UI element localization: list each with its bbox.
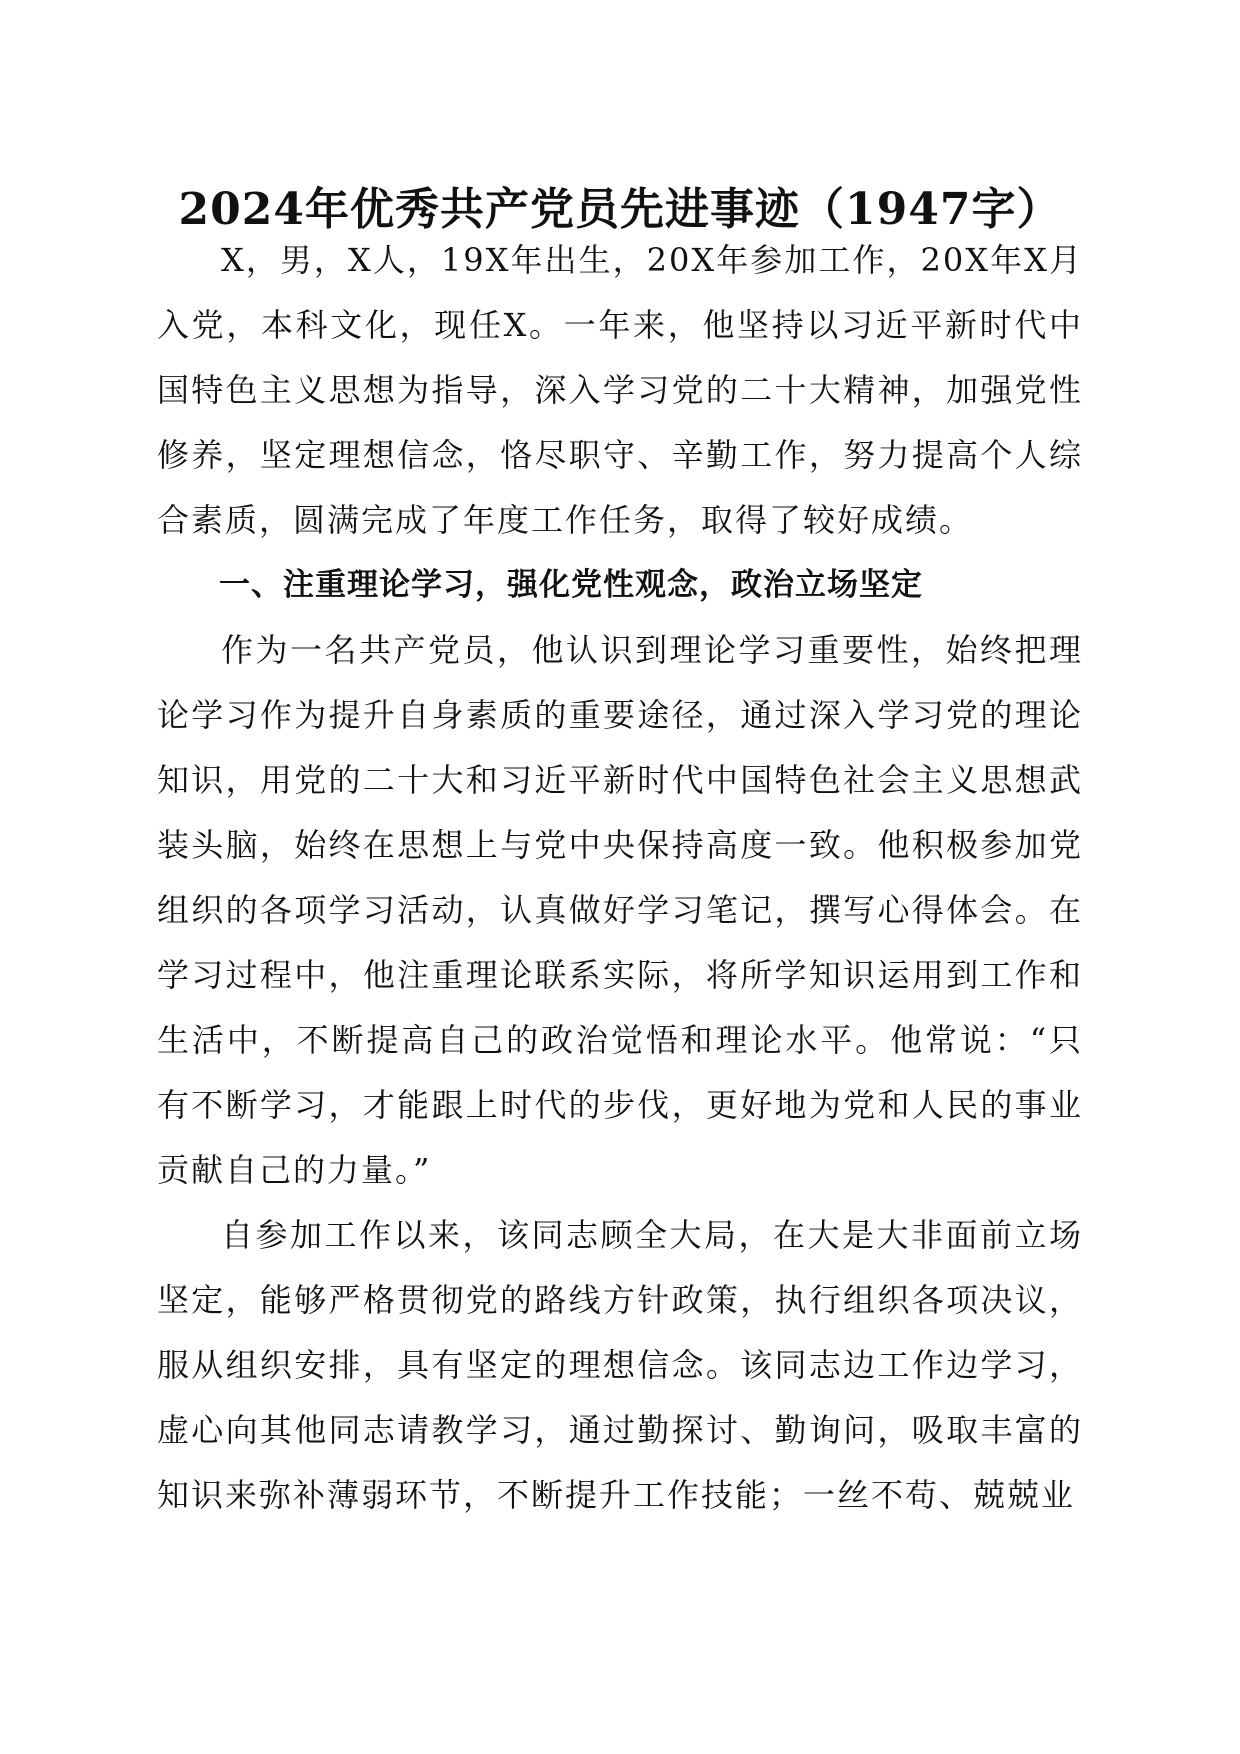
body-paragraph: 自参加工作以来，该同志顾全大局，在大是大非面前立场坚定，能够严格贯彻党的路线方针政策，执行组织各项决议，服从组织安排，具有坚定的理想信念。该同志边工作边学习，虚心向其他同志请教学习，通过勤探讨、勤询问，吸取丰富的知识来弥补薄弱环节，不断提升工作技能；一丝不苟、兢兢业 — [157, 1216, 1083, 1514]
document-body — [157, 228, 1083, 1528]
body-paragraph: 作为一名共产党员，他认识到理论学习重要性，始终把理论学习作为提升自身素质的重要途径，通过深入学习党的理论知识，用党的二十大和习近平新时代中国特色社会主义思想武装头脑，始终在思想上与党中央保持高度一致。他积极参加党组织的各项学习活动，认真做好学习笔记，撰写心得体会。在学习过程中，他注重理论联系实际，将所学知识运用到工作和生活中，不断提高自己的政治觉悟和理论水平。他常说：“只有不断学习，才能跟上时代的步伐，更好地为党和人民的事业贡献自己的力量。” — [157, 631, 1083, 1189]
section-heading: 一、注重理论学习，强化党性观念，政治立场坚定 — [219, 567, 923, 603]
document-title: 2024年优秀共产党员先进事迹（1947字） — [178, 184, 1062, 235]
intro-paragraph: X，男，X人，19X年出生，20X年参加工作，20X年X月入党，本科文化，现任X。一年来，他坚持以习近平新时代中国特色主义思想为指导，深入学习党的二十大精神，加强党性修养，坚定理想信念，恪尽职守、辛勤工作，努力提高个人综合素质，圆满完成了年度工作任务，取得了较好成绩。 — [157, 241, 1083, 539]
